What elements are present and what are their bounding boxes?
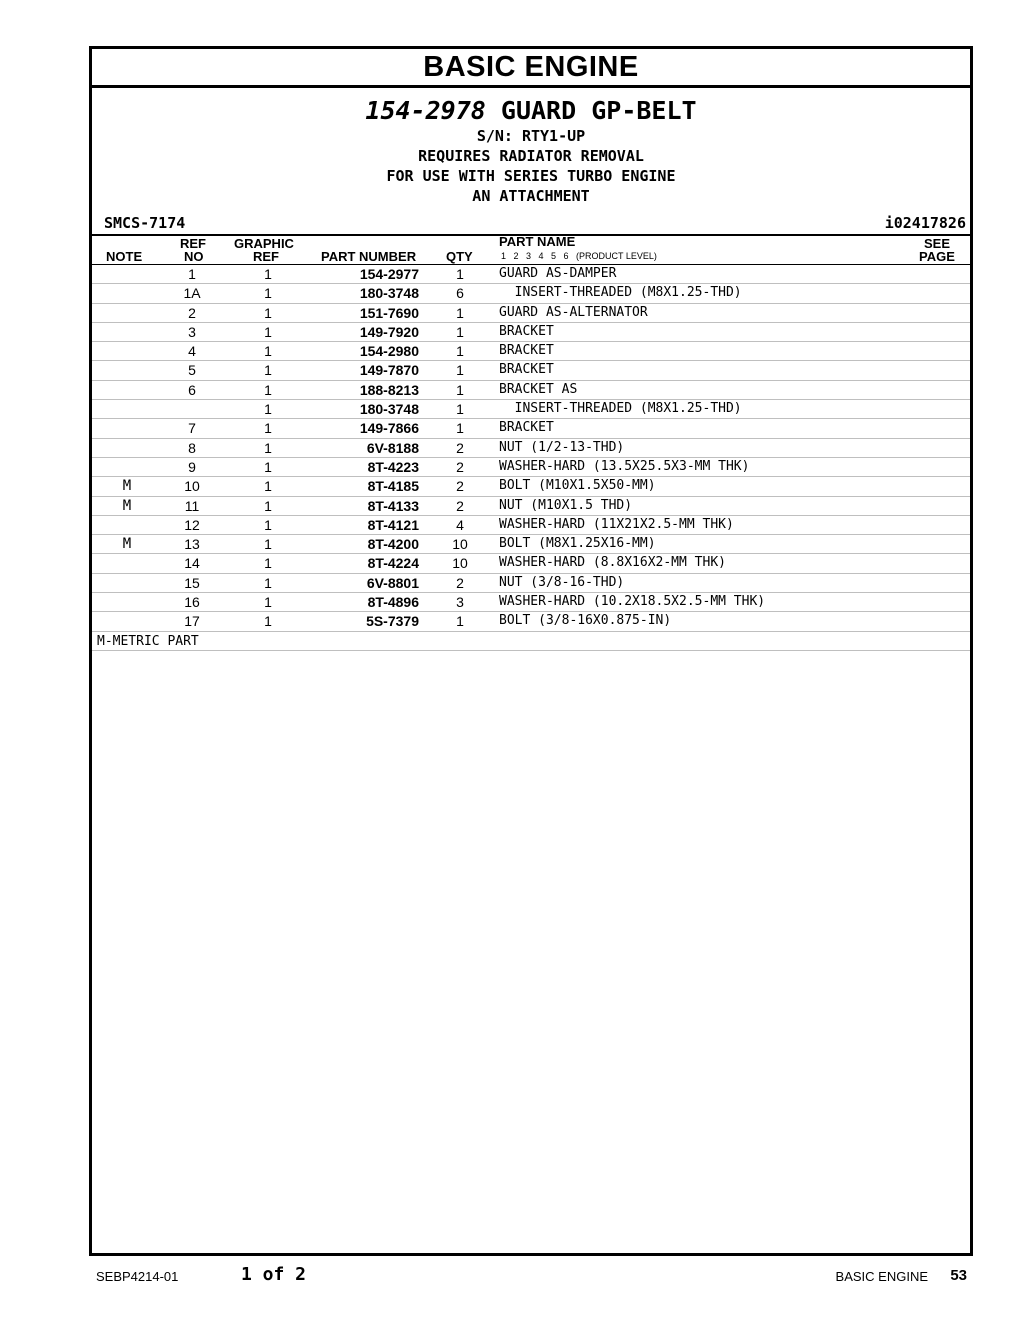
qty-cell: 1 <box>456 381 464 398</box>
graphic-ref-cell: 1 <box>264 613 272 630</box>
part-name-cell: NUT (1/2-13-THD) <box>499 439 625 455</box>
header-graphic-bottom: REF <box>253 249 279 264</box>
table-row <box>92 323 970 342</box>
ref-no-cell: 16 <box>184 594 200 611</box>
graphic-ref-cell: 1 <box>264 343 272 360</box>
qty-cell: 2 <box>456 458 464 475</box>
graphic-ref-cell: 1 <box>264 381 272 398</box>
table-row <box>92 574 970 593</box>
graphic-ref-cell: 1 <box>264 323 272 340</box>
table-row <box>92 381 970 400</box>
qty-cell: 3 <box>456 594 464 611</box>
ref-no-cell: 3 <box>188 323 196 340</box>
part-number-cell: 8T-4133 <box>367 497 419 514</box>
table-row <box>92 400 970 419</box>
part-name-cell: BRACKET AS <box>499 381 578 397</box>
qty-cell: 1 <box>456 304 464 321</box>
qty-cell: 2 <box>456 478 464 495</box>
header-graphic-top: GRAPHIC <box>234 236 294 251</box>
graphic-ref-cell: 1 <box>264 594 272 611</box>
table-row <box>92 535 970 554</box>
graphic-ref-cell: 1 <box>264 401 272 418</box>
part-number-cell: 149-7870 <box>359 362 419 379</box>
parts-table-body <box>92 265 970 632</box>
table-row <box>92 284 970 303</box>
part-number-cell: 8T-4896 <box>367 594 419 611</box>
header-ref-bottom: NO <box>184 249 204 264</box>
part-number-cell: 149-7920 <box>359 323 419 340</box>
table-row <box>92 612 970 631</box>
qty-cell: 10 <box>452 555 468 572</box>
ref-no-cell: 10 <box>184 478 200 495</box>
qty-cell: 2 <box>456 439 464 456</box>
part-number-cell: 154-2980 <box>359 343 419 360</box>
header-part-name: PART NAME <box>499 234 576 249</box>
table-row <box>92 593 970 612</box>
part-number-cell: 188-8213 <box>359 381 419 398</box>
illustration-id: i02417826 <box>884 214 966 232</box>
part-name-cell: BRACKET <box>499 362 554 378</box>
ref-no-cell: 17 <box>184 613 200 630</box>
part-name-cell: GUARD AS-ALTERNATOR <box>499 304 648 320</box>
part-name-cell: BOLT (M8X1.25X16-MM) <box>499 536 656 552</box>
part-name-cell: BOLT (M10X1.5X50-MM) <box>499 478 656 494</box>
part-name-cell: BRACKET <box>499 343 554 359</box>
table-row <box>92 458 970 477</box>
page-footer <box>0 1262 1020 1292</box>
qty-cell: 2 <box>456 497 464 514</box>
part-number-cell: 180-3748 <box>359 401 419 418</box>
group-serial-line: S/N: RTY1-UP <box>476 127 586 145</box>
ref-no-cell: 1A <box>183 285 201 302</box>
part-name-cell: GUARD AS-DAMPER <box>499 266 617 281</box>
group-part-number: 154-2978 <box>365 96 486 125</box>
graphic-ref-cell: 1 <box>264 516 272 533</box>
header-part-number: PART NUMBER <box>321 249 417 264</box>
table-header <box>92 234 970 265</box>
ref-no-cell: 1 <box>188 266 196 282</box>
table-row <box>92 497 970 516</box>
graphic-ref-cell: 1 <box>264 458 272 475</box>
part-name-cell: NUT (M10X1.5 THD) <box>499 497 633 513</box>
part-number-cell: 154-2977 <box>359 266 419 282</box>
table-row <box>92 419 970 438</box>
header-see-top: SEE <box>924 236 951 251</box>
qty-cell: 1 <box>456 401 464 418</box>
part-name-cell: INSERT-THREADED (M8X1.25-THD) <box>499 285 742 301</box>
qty-cell: 2 <box>456 574 464 591</box>
graphic-ref-cell: 1 <box>264 304 272 321</box>
qty-cell: 1 <box>456 266 464 282</box>
ref-no-cell: 6 <box>188 381 196 398</box>
ref-no-cell: 8 <box>188 439 196 456</box>
part-number-cell: 8T-4223 <box>367 458 419 475</box>
table-row <box>92 439 970 458</box>
graphic-ref-cell: 1 <box>264 478 272 495</box>
graphic-ref-cell: 1 <box>264 497 272 514</box>
header-note: NOTE <box>106 249 143 264</box>
ref-no-cell: 13 <box>184 536 200 553</box>
part-number-cell: 151-7690 <box>359 304 419 321</box>
group-header <box>92 96 970 206</box>
ref-no-cell: 7 <box>188 420 196 437</box>
ref-no-cell: 9 <box>188 458 196 475</box>
header-qty: QTY <box>446 249 473 264</box>
part-number-cell: 6V-8188 <box>366 439 419 456</box>
qty-cell: 1 <box>456 613 464 630</box>
table-row <box>92 265 970 284</box>
smcs-row <box>92 212 970 234</box>
qty-cell: 1 <box>456 420 464 437</box>
table-row <box>92 477 970 496</box>
group-note-line: REQUIRES RADIATOR REMOVAL <box>418 147 644 165</box>
footer-page-of: 1 of 2 <box>241 1264 307 1285</box>
qty-cell: 1 <box>456 362 464 379</box>
qty-cell: 4 <box>456 516 464 533</box>
footer-doc-number: SEBP4214-01 <box>96 1269 179 1284</box>
part-number-cell: 149-7866 <box>359 420 419 437</box>
header-ref-top: REF <box>180 236 206 251</box>
graphic-ref-cell: 1 <box>264 439 272 456</box>
table-row <box>92 516 970 535</box>
graphic-ref-cell: 1 <box>264 536 272 553</box>
graphic-ref-cell: 1 <box>264 285 272 302</box>
group-title <box>92 96 970 126</box>
qty-cell: 1 <box>456 323 464 340</box>
part-name-cell: INSERT-THREADED (M8X1.25-THD) <box>499 401 742 417</box>
ref-no-cell: 15 <box>184 574 200 591</box>
ref-no-cell: 14 <box>184 555 200 572</box>
note-cell: M <box>122 536 132 553</box>
qty-cell: 1 <box>456 343 464 360</box>
group-note-line: AN ATTACHMENT <box>472 187 590 205</box>
footnote-row <box>92 632 970 651</box>
part-number-cell: 8T-4200 <box>367 536 419 553</box>
graphic-ref-cell: 1 <box>264 362 272 379</box>
note-cell: M <box>122 497 132 514</box>
part-name-cell: WASHER-HARD (10.2X18.5X2.5-MM THK) <box>499 594 766 610</box>
footer-section: BASIC ENGINE <box>835 1269 928 1284</box>
graphic-ref-cell: 1 <box>264 574 272 591</box>
part-number-cell: 180-3748 <box>359 285 419 302</box>
qty-cell: 6 <box>456 285 464 302</box>
part-number-cell: 8T-4121 <box>367 516 419 533</box>
part-number-cell: 8T-4224 <box>367 555 419 572</box>
footer-page-number: 53 <box>950 1267 967 1284</box>
section-title: BASIC ENGINE <box>92 49 970 88</box>
smcs-code: SMCS-7174 <box>104 214 186 232</box>
part-number-cell: 8T-4185 <box>367 478 419 495</box>
part-name-cell: WASHER-HARD (8.8X16X2-MM THK) <box>499 555 726 571</box>
ref-no-cell: 12 <box>184 516 200 533</box>
group-name: GUARD GP-BELT <box>500 96 697 125</box>
table-row <box>92 304 970 323</box>
part-name-cell: BRACKET <box>499 420 554 436</box>
metric-footnote: M-METRIC PART <box>97 633 199 649</box>
part-name-cell: NUT (3/8-16-THD) <box>499 574 625 590</box>
note-cell: M <box>122 478 132 495</box>
header-product-levels: 1 2 3 4 5 6 (PRODUCT LEVEL) <box>501 251 657 261</box>
table-row <box>92 554 970 573</box>
part-number-cell: 5S-7379 <box>366 613 419 630</box>
part-name-cell: WASHER-HARD (13.5X25.5X3-MM THK) <box>499 458 750 474</box>
part-name-cell: WASHER-HARD (11X21X2.5-MM THK) <box>499 516 734 532</box>
group-note-line: FOR USE WITH SERIES TURBO ENGINE <box>386 167 676 185</box>
qty-cell: 10 <box>452 536 468 553</box>
ref-no-cell: 5 <box>188 362 196 379</box>
parts-page-frame <box>89 46 973 1256</box>
header-see-bottom: PAGE <box>919 249 955 264</box>
table-row <box>92 361 970 380</box>
part-name-cell: BRACKET <box>499 323 554 339</box>
graphic-ref-cell: 1 <box>264 555 272 572</box>
graphic-ref-cell: 1 <box>264 420 272 437</box>
part-number-cell: 6V-8801 <box>366 574 419 591</box>
part-name-cell: BOLT (3/8-16X0.875-IN) <box>499 613 672 629</box>
ref-no-cell: 4 <box>188 343 196 360</box>
ref-no-cell: 11 <box>184 497 200 514</box>
ref-no-cell: 2 <box>188 304 196 321</box>
table-row <box>92 342 970 361</box>
graphic-ref-cell: 1 <box>264 266 272 282</box>
